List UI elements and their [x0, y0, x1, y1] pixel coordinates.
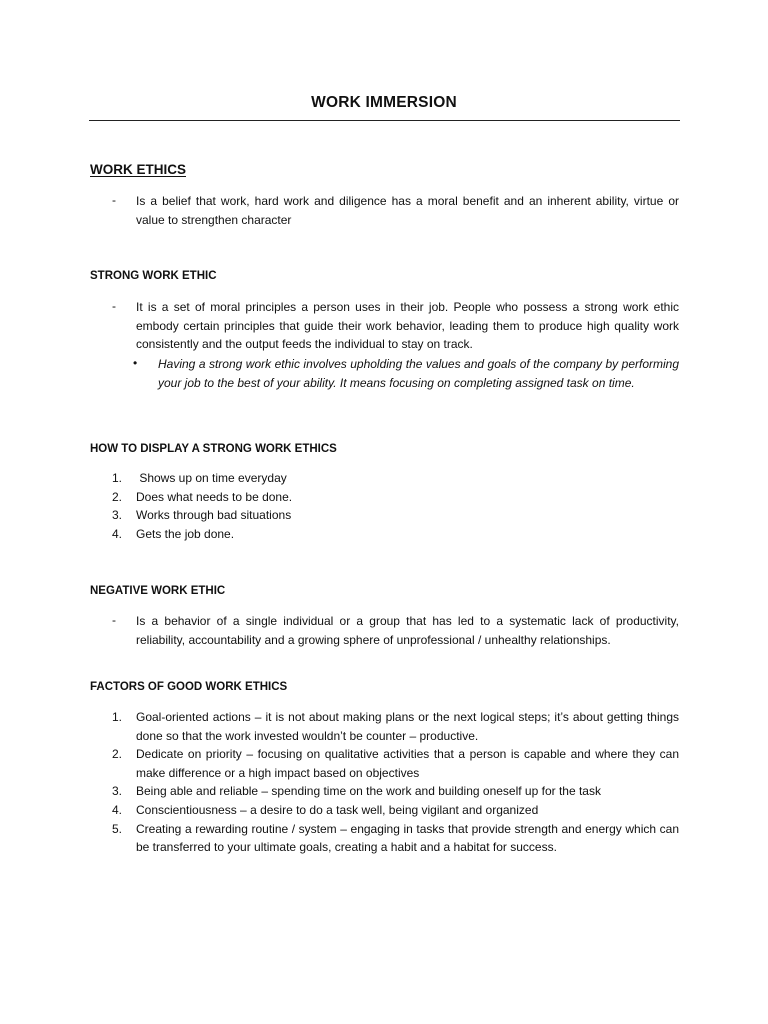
section-heading-how-to-display: HOW TO DISPLAY A STRONG WORK ETHICS — [90, 443, 337, 455]
dash-marker: - — [112, 299, 116, 313]
list-number: 5. — [112, 821, 123, 836]
how-to-display-list — [0, 469, 768, 543]
list-item — [0, 506, 768, 525]
list-item — [0, 708, 768, 745]
list-text: Conscientiousness – a desire to do a task well, being vigilant and organized — [136, 802, 539, 817]
list-text: Creating a rewarding routine / system – engaging in tasks that provide strength and energy which can be transferred to your ultimate goals, creating a habit and a habitat for success. — [136, 821, 679, 855]
list-number: 1. — [112, 710, 123, 724]
list-item — [0, 820, 768, 857]
dash-marker: - — [112, 613, 116, 627]
list-number: 4. — [112, 526, 123, 541]
list-number: 1. — [112, 471, 123, 485]
list-text: Goal-oriented actions – it is not about making plans or the next logical steps; it’s about getting things done so that the work invested wouldn’t be counter – productive. — [136, 710, 679, 743]
dash-marker: - — [112, 193, 116, 207]
bullet-marker: • — [133, 356, 138, 370]
list-number: 2. — [112, 747, 123, 762]
list-number: 4. — [112, 802, 123, 817]
list-item — [0, 801, 768, 820]
list-text: Being able and reliable – spending time on the work and building oneself up for the task — [136, 784, 601, 799]
list-item — [0, 469, 768, 488]
list-text: Works through bad situations — [136, 508, 292, 523]
title-divider — [89, 120, 680, 121]
list-number: 3. — [112, 508, 123, 523]
factors-list — [0, 708, 768, 857]
section-heading-work-ethics: WORK ETHICS — [90, 162, 186, 177]
list-item — [0, 745, 768, 782]
document-title: WORK IMMERSION — [311, 94, 457, 111]
list-item — [0, 525, 768, 544]
list-item — [0, 782, 768, 801]
list-text: Does what needs to be done. — [136, 489, 293, 504]
section-heading-negative-work-ethic: NEGATIVE WORK ETHIC — [90, 585, 226, 597]
list-text: Dedicate on priority – focusing on qualitative activities that a person is capable and where they can make difference or a high impact based on objectives — [136, 747, 679, 780]
strong-work-ethic-note: Having a strong work ethic involves upholding the values and goals of the company by performing your job to the best of your ability. It means focusing on completing assigned task on time. — [158, 357, 679, 390]
list-number: 3. — [112, 784, 123, 799]
section-heading-factors: FACTORS OF GOOD WORK ETHICS — [90, 681, 288, 693]
list-text: Shows up on time everyday — [136, 471, 287, 485]
work-ethics-definition: Is a belief that work, hard work and diligence has a moral benefit and an inherent ability, virtue or value to strengthen character — [136, 194, 679, 227]
negative-work-ethic-definition: Is a behavior of a single individual or a group that has led to a systematic lack of productivity, reliability, accountability and a growing sphere of unprofessional / unhealthy relationships. — [136, 614, 679, 647]
strong-work-ethic-definition: It is a set of moral principles a person uses in their job. People who possess a strong work ethic embody certain principles that guide their work behavior, leading them to produce high quality work consistently and the output feeds the individual to stay on track. — [136, 300, 679, 352]
section-heading-strong-work-ethic: STRONG WORK ETHIC — [90, 270, 217, 282]
list-item — [0, 488, 768, 507]
list-text: Gets the job done. — [136, 526, 235, 541]
list-number: 2. — [112, 489, 123, 504]
